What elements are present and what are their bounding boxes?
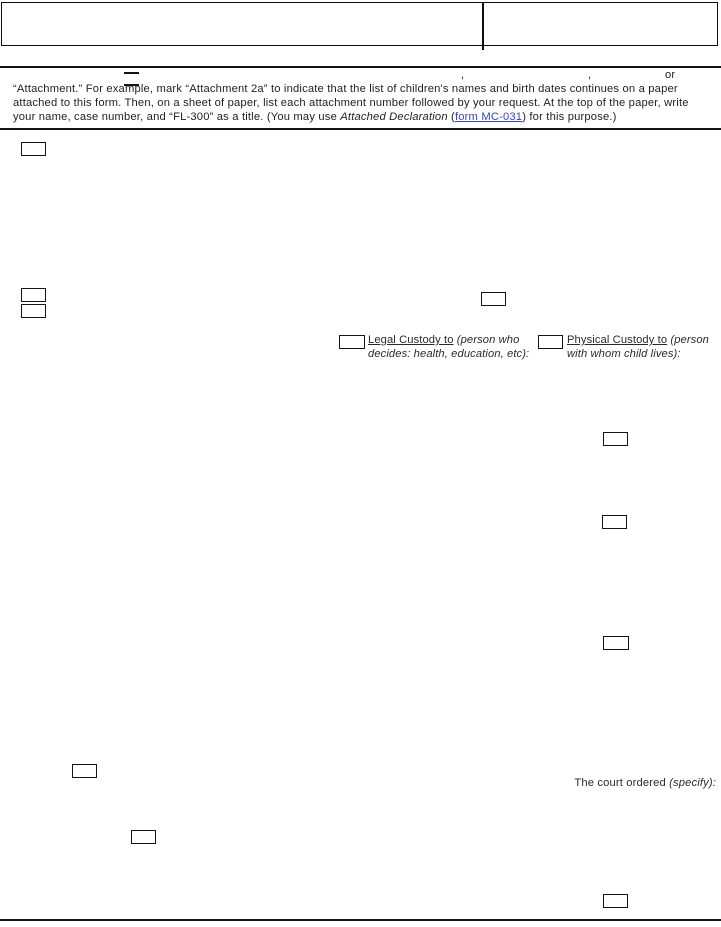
- legal-custody-qualifier-line1: (person who: [453, 334, 520, 346]
- checkbox-right-1[interactable]: [603, 432, 628, 446]
- line1-fragment: ,: [588, 69, 592, 81]
- legal-custody-label-underlined: Legal Custody to: [368, 334, 454, 346]
- checkbox-right-3[interactable]: [603, 636, 629, 650]
- instructions-line3: attached to this form. Then, on a sheet of paper, list each attachment number followed by your request. At the top of the paper, write: [13, 97, 689, 109]
- physical-custody-qualifier-line1: (person: [667, 334, 709, 346]
- checkbox-row2a[interactable]: [21, 288, 46, 302]
- legal-custody-label: [368, 334, 529, 361]
- header-left-cell: [2, 3, 481, 45]
- checkbox-right-2[interactable]: [602, 515, 627, 529]
- line1-fragment: or: [665, 69, 676, 81]
- line1-fragment: ,: [461, 69, 465, 81]
- header-caption-box: [1, 2, 718, 46]
- court-ordered-label: [446, 777, 716, 789]
- checkbox-bottom-right[interactable]: [603, 894, 628, 908]
- checkbox-bottom-left-1[interactable]: [72, 764, 97, 778]
- page-bottom-rule: [0, 919, 721, 921]
- physical-custody-label: [567, 334, 709, 361]
- physical-custody-label-underlined: Physical Custody to: [567, 334, 668, 346]
- instructions-line2: “Attachment.” For example, mark “Attachment 2a” to indicate that the list of children's names and birth dates continues on a paper: [13, 83, 678, 95]
- form-mc031-link[interactable]: form MC-031: [454, 111, 523, 123]
- attached-declaration-italic: Attached Declaration: [340, 111, 448, 123]
- court-ordered-specify: (specify):: [669, 777, 716, 789]
- legal-custody-checkbox[interactable]: [339, 335, 365, 349]
- checkbox-row2-right[interactable]: [481, 292, 506, 306]
- physical-custody-qualifier-line2: with whom child lives):: [567, 347, 681, 360]
- section-rule-mid: [0, 128, 721, 130]
- physical-custody-checkbox[interactable]: [538, 335, 563, 349]
- line4-post: ) for this purpose.): [522, 111, 617, 123]
- checkbox-bottom-left-2[interactable]: [131, 830, 156, 844]
- instructions-line1: [13, 68, 716, 82]
- checkbox-row2b[interactable]: [21, 304, 46, 318]
- instructions-line4: [13, 110, 617, 124]
- checkbox-row1[interactable]: [21, 142, 46, 156]
- line4-pre: your name, case number, and “FL-300” as a title. (You may use: [13, 111, 341, 123]
- header-right-cell: [484, 3, 717, 45]
- court-ordered-text: The court ordered: [574, 777, 670, 789]
- legal-custody-qualifier-line2: decides: health, education, etc):: [368, 347, 530, 360]
- line4-mid: (: [447, 111, 455, 123]
